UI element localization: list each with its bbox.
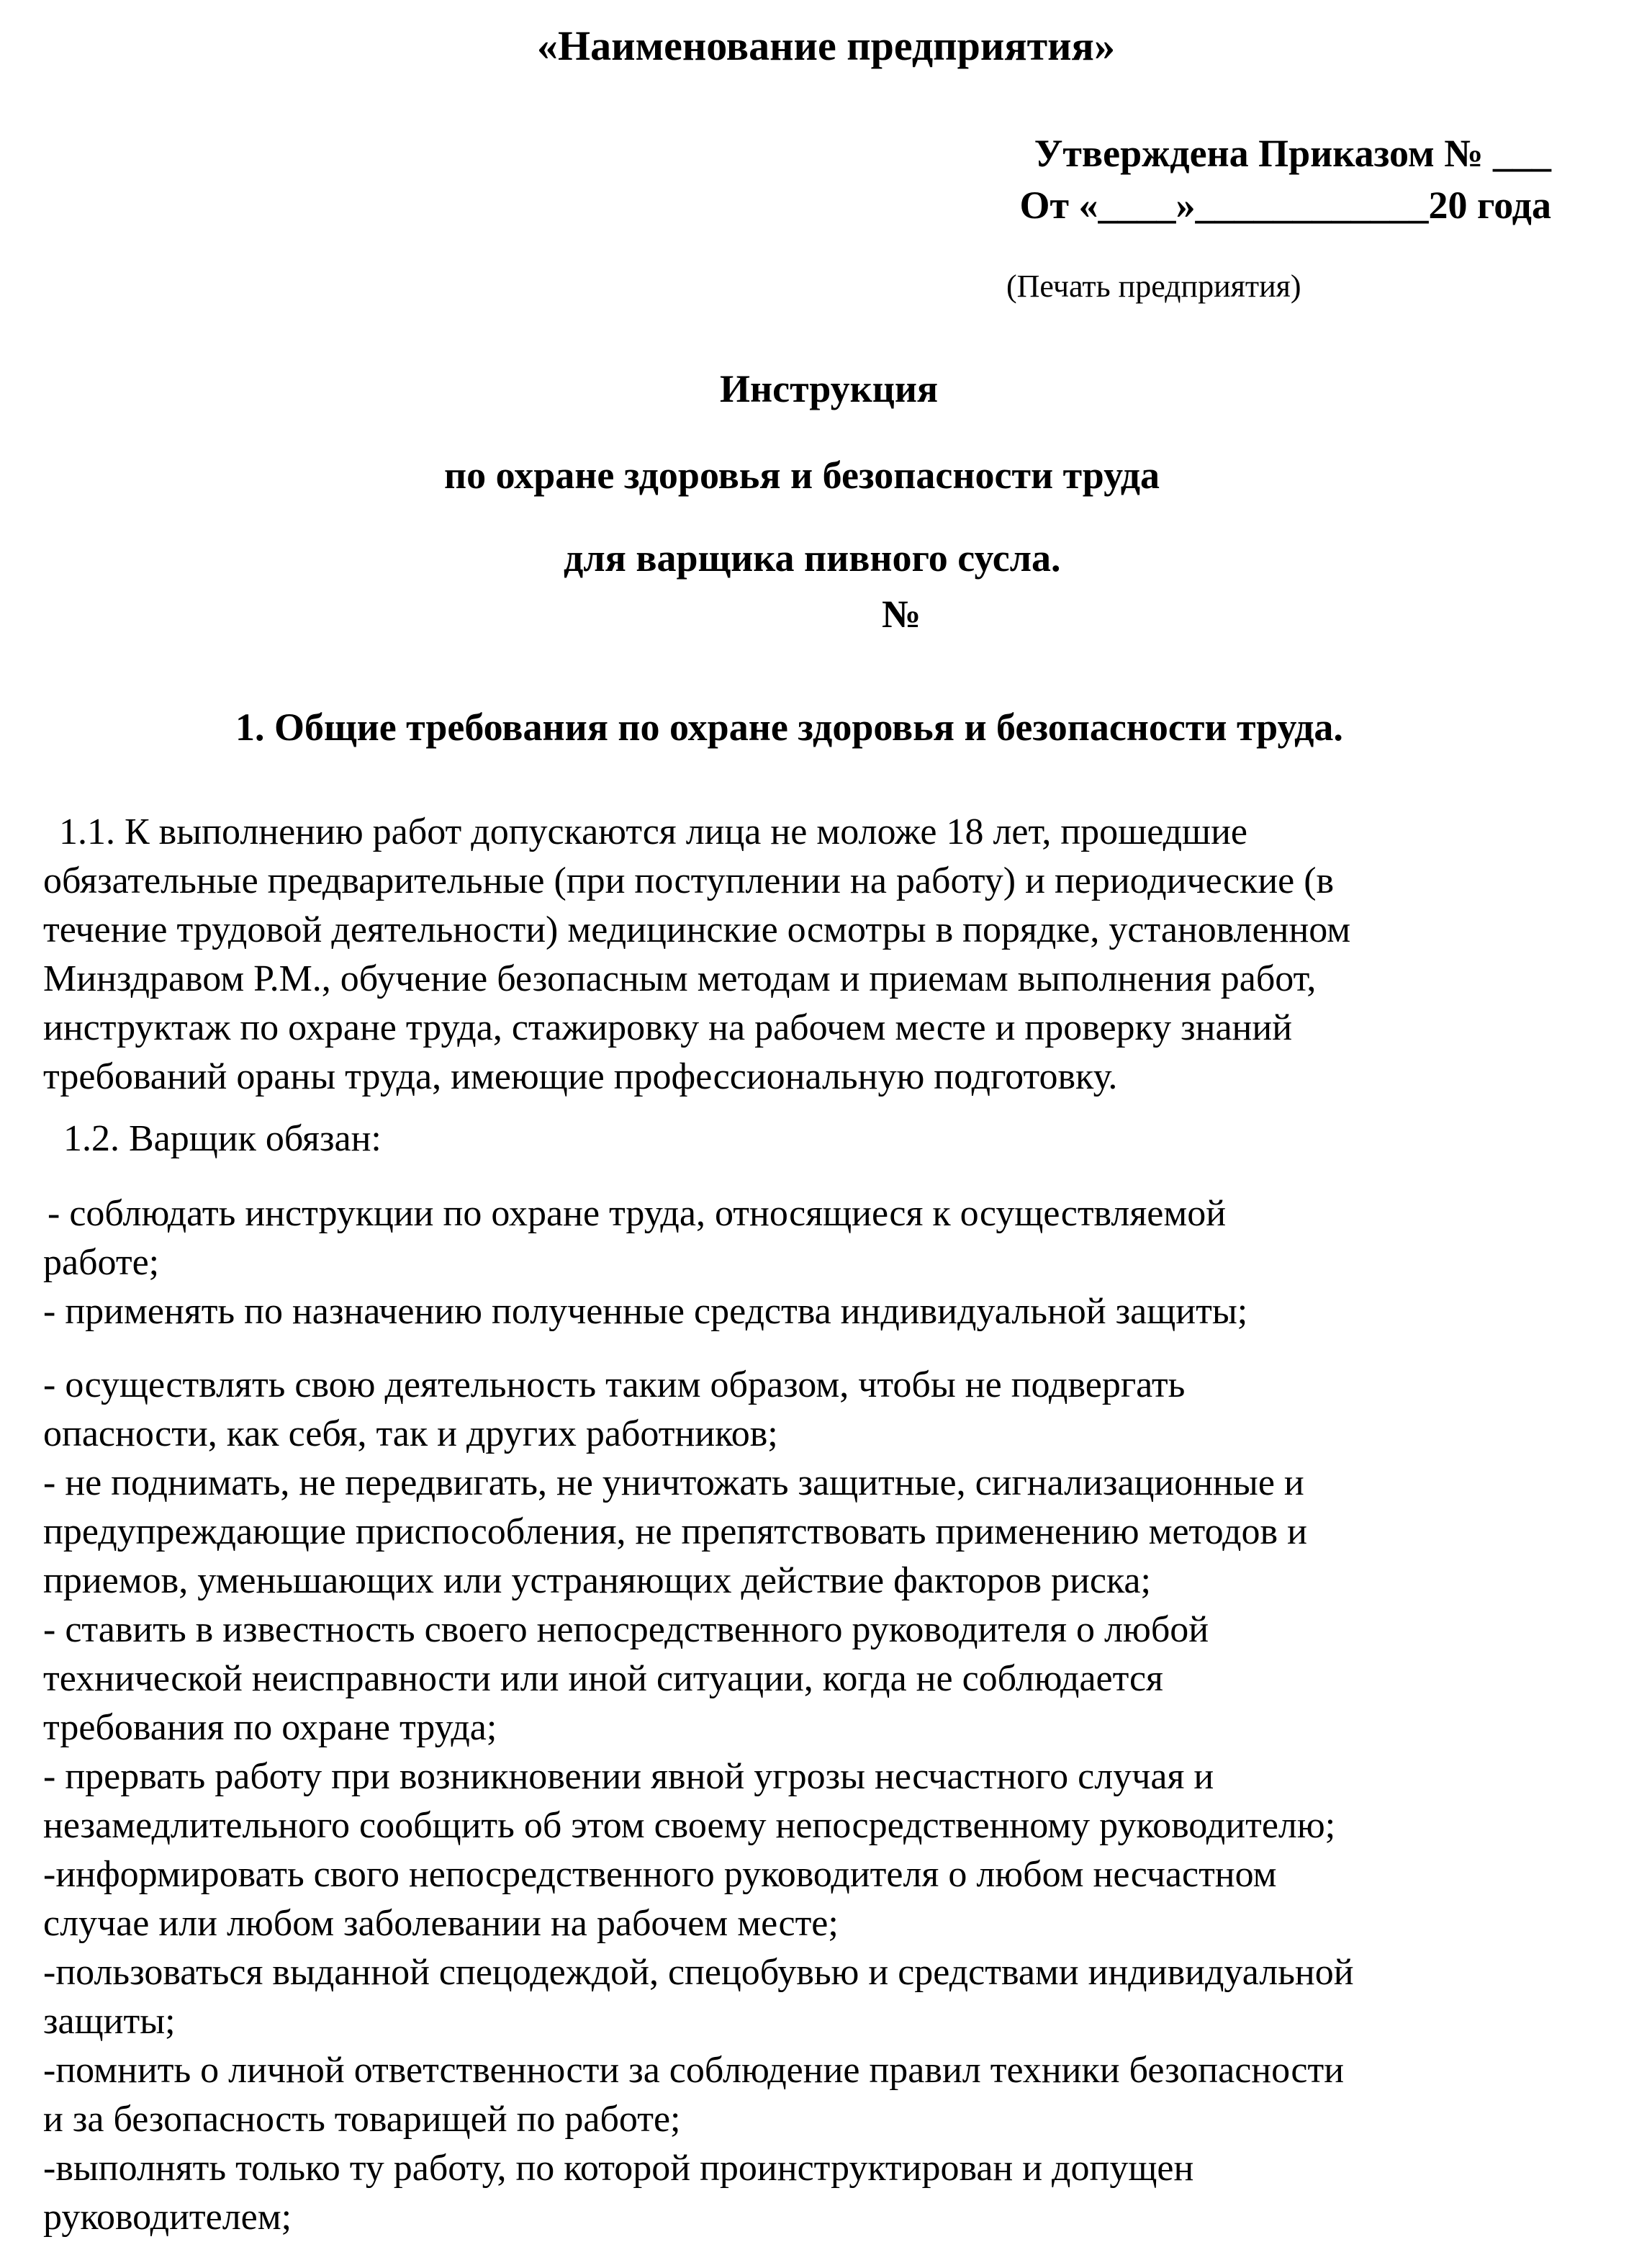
- duty-item-line: защиты;: [43, 2001, 176, 2042]
- paragraph-1-1-line: течение трудовой деятельности) медицинские осмотры в порядке, установленном: [43, 909, 1351, 950]
- document-subtitle-profession: для варщика пивного сусла.: [564, 536, 1061, 580]
- duty-item-line: - осуществлять свою деятельность таким образом, чтобы не подвергать: [43, 1364, 1186, 1405]
- section-heading: 1. Общие требования по охране здоровья и безопасности труда.: [235, 706, 1343, 749]
- duty-item-line: - ставить в известность своего непосредственного руководителя о любой: [43, 1609, 1209, 1650]
- duty-item-line: -пользоваться выданной спецодеждой, спецобувью и средствами индивидуальной: [43, 1952, 1354, 1993]
- duty-item-line: приемов, уменьшающих или устраняющих действие факторов риска;: [43, 1560, 1151, 1601]
- duty-item-line: -информировать свого непосредственного руководителя о любом несчастном: [43, 1854, 1277, 1895]
- paragraph-1-1-line: Минздравом Р.М., обучение безопасным методам и приемам выполнения работ,: [43, 958, 1317, 999]
- duty-item-line: незамедлительного сообщить об этом своему непосредственному руководителю;: [43, 1805, 1336, 1846]
- duty-item-line: руководителем;: [43, 2197, 292, 2238]
- approval-date-line: От «____»____________20 года: [1019, 184, 1551, 227]
- duty-item-line: требования по охране труда;: [43, 1707, 497, 1748]
- duty-item-line: предупреждающие приспособления, не препятствовать применению методов и: [43, 1511, 1307, 1552]
- document-title: Инструкция: [720, 367, 939, 410]
- duty-item-line: - прервать работу при возникновении явной угрозы несчастного случая и: [43, 1756, 1214, 1797]
- document-subtitle: по охране здоровья и безопасности труда: [444, 454, 1160, 497]
- duty-item-line: - применять по назначению полученные средства индивидуальной защиты;: [43, 1291, 1248, 1332]
- duty-item-line: - не поднимать, не передвигать, не уничтожать защитные, сигнализационные и: [43, 1462, 1304, 1503]
- document-number: №: [882, 593, 921, 636]
- paragraph-1-2: 1.2. Варщик обязан:: [63, 1118, 382, 1159]
- paragraph-1-1-line: обязательные предварительные (при поступлении на работу) и периодические (в: [43, 860, 1335, 901]
- duty-item-line: -выполнять только ту работу, по которой проинструктирован и допущен: [43, 2148, 1194, 2189]
- company-name: «Наименование предприятия»: [537, 22, 1115, 69]
- duty-item-line: и за безопасность товарищей по работе;: [43, 2099, 681, 2140]
- seal-note: (Печать предприятия): [1006, 269, 1301, 304]
- duty-item-line: технической неисправности или иной ситуации, когда не соблюдается: [43, 1658, 1163, 1699]
- approval-order-line: Утверждена Приказом № ___: [1034, 132, 1551, 175]
- duty-item-line: -помнить о личной ответственности за соблюдение правил техники безопасности: [43, 2050, 1345, 2091]
- duty-item-line: - соблюдать инструкции по охране труда, относящиеся к осуществляемой: [48, 1193, 1227, 1234]
- duty-item-line: работе;: [43, 1242, 160, 1283]
- paragraph-1-1-line: требований ораны труда, имеющие профессиональную подготовку.: [43, 1056, 1118, 1097]
- duty-item-line: опасности, как себя, так и других работников;: [43, 1413, 778, 1454]
- paragraph-1-1-line: инструктаж по охране труда, стажировку на рабочем месте и проверку знаний: [43, 1007, 1293, 1048]
- paragraph-1-1-line: 1.1. К выполнению работ допускаются лица не моложе 18 лет, прошедшие: [59, 811, 1247, 852]
- duty-item-line: случае или любом заболевании на рабочем месте;: [43, 1903, 839, 1944]
